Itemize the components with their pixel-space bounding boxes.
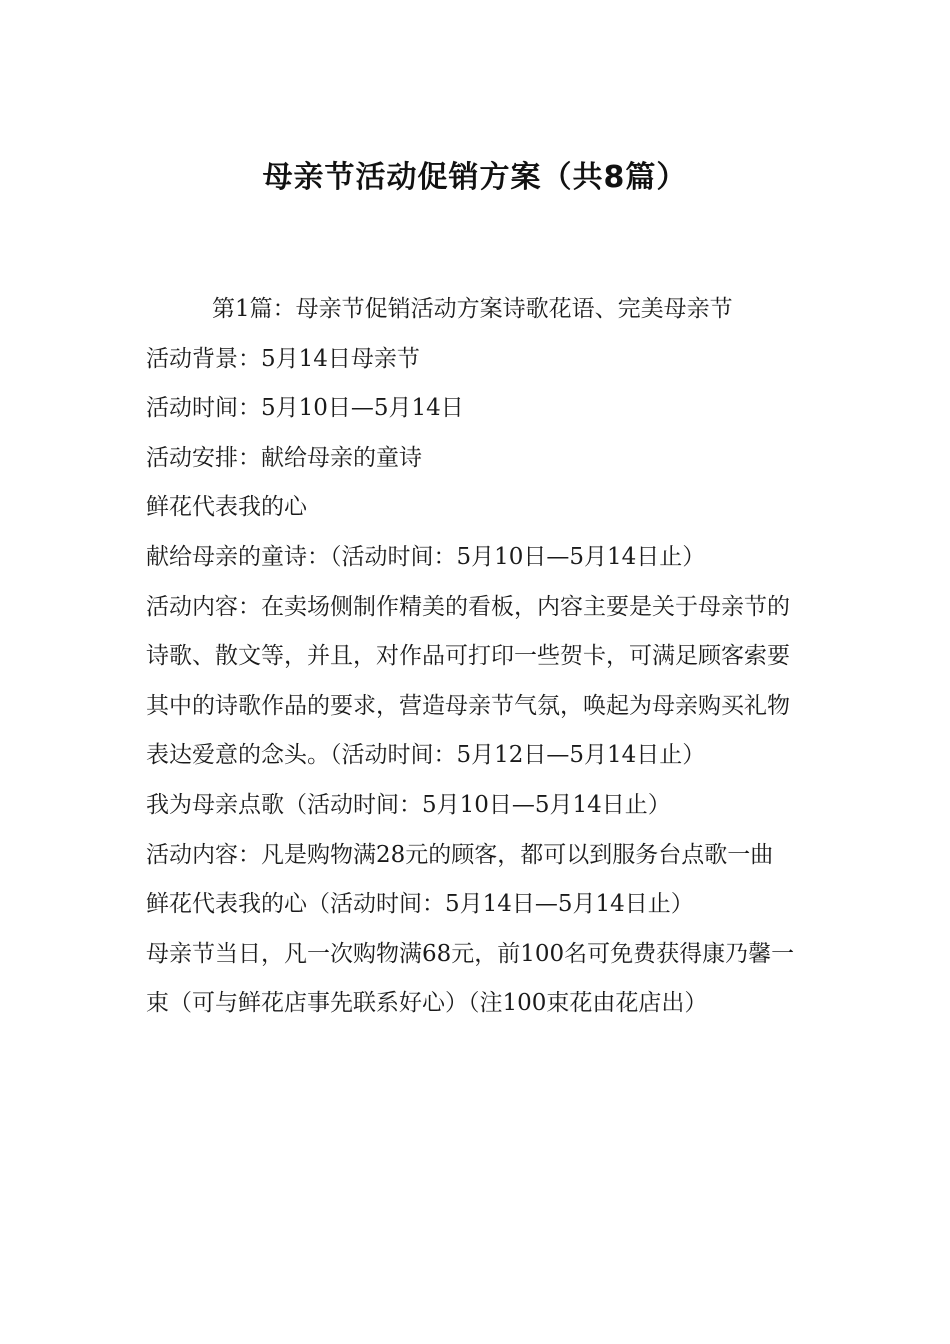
document-title: 母亲节活动促销方案（共8篇） <box>262 160 688 195</box>
paragraph-arrangement: 活动安排：献给母亲的童诗 <box>146 444 422 471</box>
paragraph-song-content: 活动内容：凡是购物满28元的顾客，都可以到服务台点歌一曲 <box>146 841 774 868</box>
paragraph-poem-title: 献给母亲的童诗：（活动时间：5月10日—5月14日止） <box>146 543 706 570</box>
paragraph-background: 活动背景：5月14日母亲节 <box>146 345 420 372</box>
section-heading: 第1篇：母亲节促销活动方案诗歌花语、完美母亲节 <box>212 296 733 322</box>
paragraph-flower-heart: 鲜花代表我的心 <box>146 494 307 521</box>
paragraph-flower-title: 鲜花代表我的心（活动时间：5月14日—5月14日止） <box>146 891 694 918</box>
document-body <box>146 285 808 1029</box>
paragraph-flower-content: 母亲节当日，凡一次购物满68元，前100名可免费获得康乃馨一束（可与鲜花店事先联系好心）（注100束花由花店出） <box>146 940 795 1017</box>
paragraph-song-title: 我为母亲点歌（活动时间：5月10日—5月14日止） <box>146 791 671 818</box>
paragraph-time: 活动时间：5月10日—5月14日 <box>146 395 464 422</box>
paragraph-poem-content: 活动内容：在卖场侧制作精美的看板，内容主要是关于母亲节的诗歌、散文等，并且，对作品可打印一些贺卡，可满足顾客索要其中的诗歌作品的要求，营造母亲节气氛，唤起为母亲购买礼物表达爱意的念头。（活动时间：5月12日—5月14日止） <box>146 593 790 769</box>
